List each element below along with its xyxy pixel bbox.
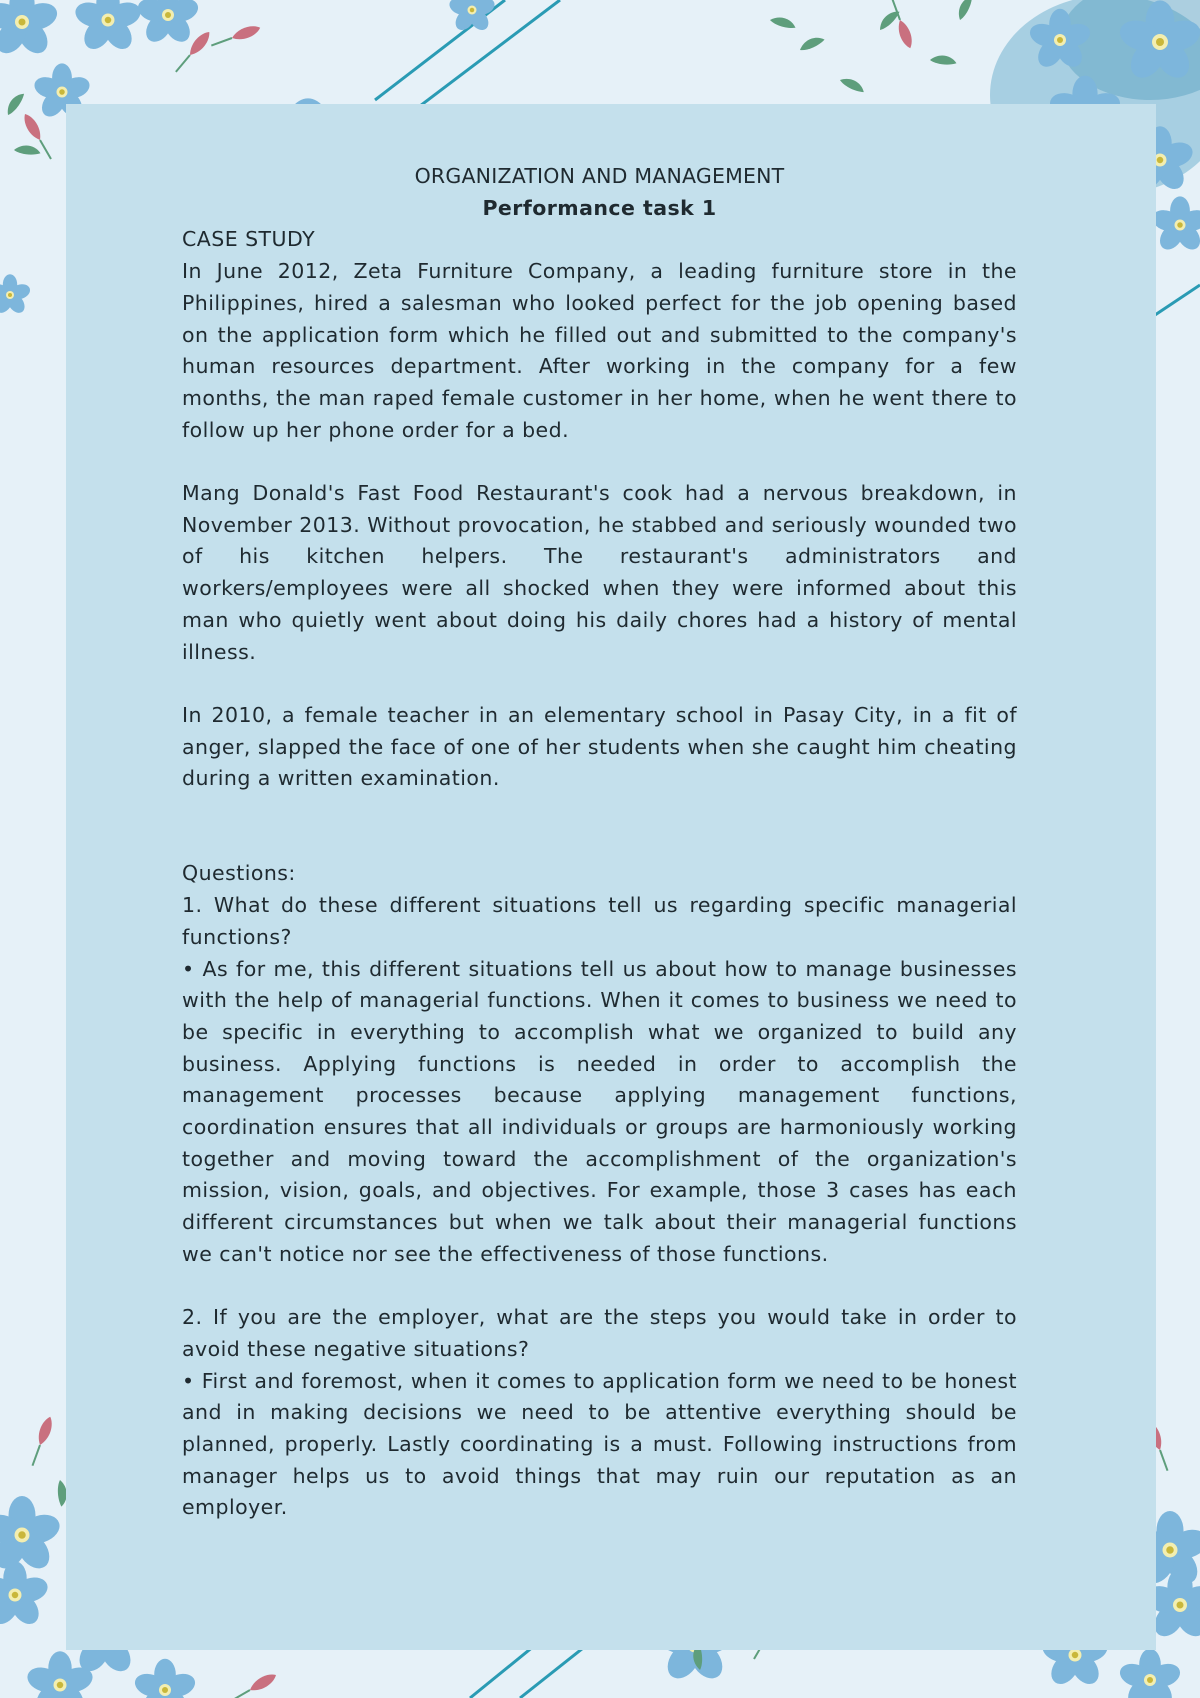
document-body [182,161,1017,1524]
question-text: 2. If you are the employer, what are the steps you would take in order to avoid these negative situations? [182,1305,1017,1361]
answer-text: • As for me, this different situations tell us about how to manage businesses with the help of managerial functions. When it comes to business we need to be specific in everything to accomplish what we organized to build any business. Applying functions is needed in order to accomplish the management processes because applying management functions, coordination ensures that all individuals or groups are harmoniously working together and moving toward the accomplishment of the organization's mission, vision, goals, and objectives. For example, those 3 cases has each different circumstances but when we talk about their managerial functions we can't notice nor see the effectiveness of those functions. [182,956,1017,1266]
case-paragraph: In 2010, a female teacher in an elementary school in Pasay City, in a fit of anger, slapped the face of one of her students when she caught him cheating during a written examination. [182,702,1017,791]
case-paragraph: In June 2012, Zeta Furniture Company, a leading furniture store in the Philippines, hired a salesman who looked perfect for the job opening based on the application form which he filled out and submitted to the company's human resources department. After working in the company for a few months, the man raped female customer in her home, when he went there to follow up her phone order for a bed. [182,259,1017,442]
document-subtitle: Performance task 1 [482,195,717,220]
answer-text: • First and foremost, when it comes to application form we need to be honest and in making decisions we need to be attentive everything should be planned, properly. Lastly coordinating is a must. Following instructions from manager helps us to avoid things that may ruin our reputation as an employer. [182,1368,1017,1520]
questions-label: Questions: [182,861,296,886]
question-text: 1. What do these different situations tell us regarding specific managerial functions? [182,893,1017,949]
document-title: ORGANIZATION AND MANAGEMENT [414,164,785,188]
case-paragraph: Mang Donald's Fast Food Restaurant's cook had a nervous breakdown, in November 2013. Without provocation, he stabbed and seriously wounded two of his kitchen helpers. The restaurant's administrators and workers/employees were all shocked when they were informed about this man who quietly went about doing his daily chores had a history of mental illness. [182,481,1017,664]
section-label: CASE STUDY [182,227,316,252]
